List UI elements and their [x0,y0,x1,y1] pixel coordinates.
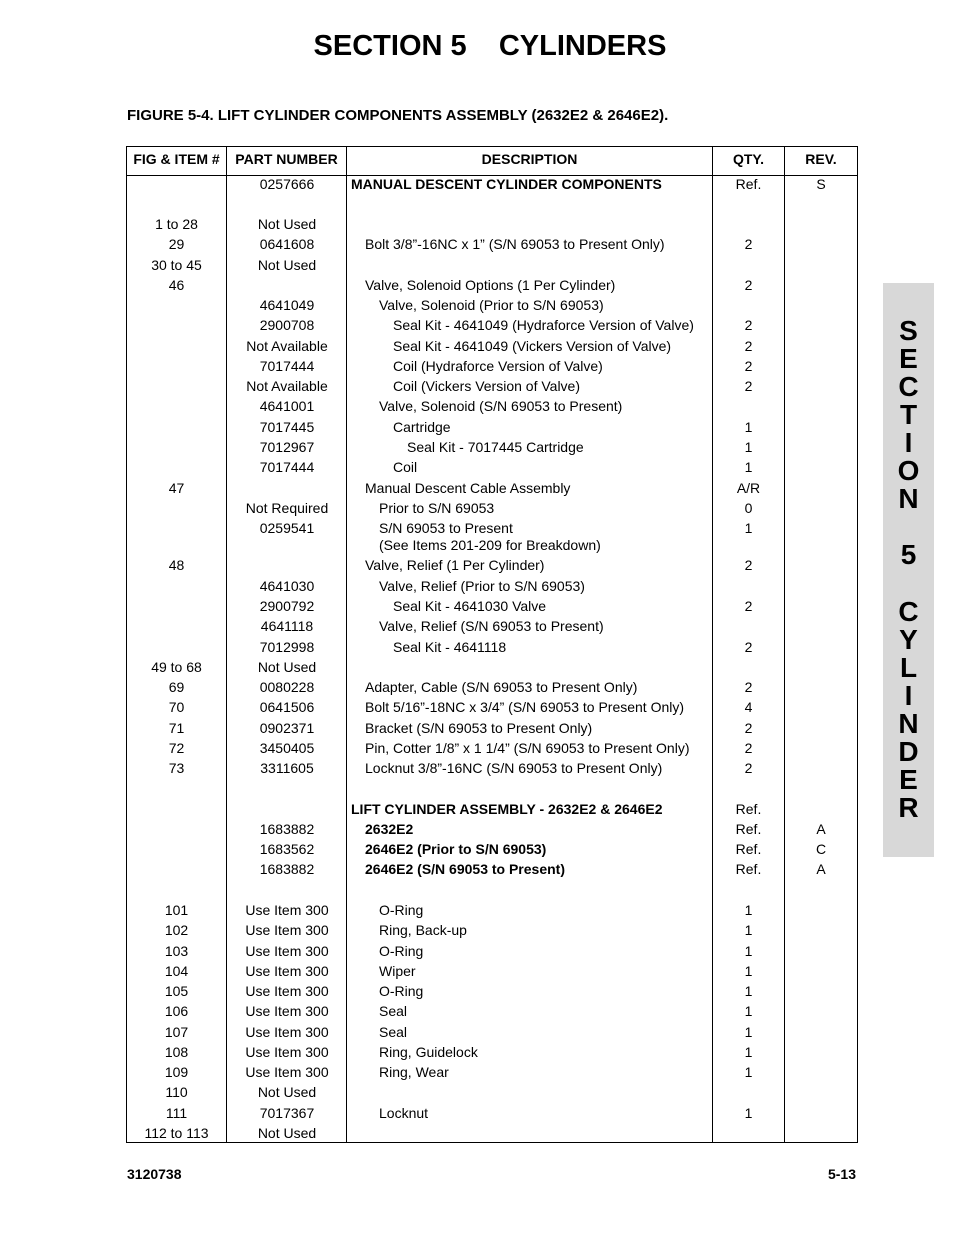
part-number-cell: 0259541 [259,520,315,536]
qty-cell: 2 [744,338,753,354]
rev-cell: S [816,176,826,192]
part-number-cell: Use Item 300 [245,983,329,999]
fig-item-cell: 46 [168,277,185,293]
description-cell: Valve, Relief (1 Per Cylinder) [365,557,545,573]
fig-item-cell: 110 [165,1084,188,1100]
part-number-cell: 3450405 [259,740,315,756]
column-header-fig-item: FIG & ITEM # [133,151,220,167]
section-tab-letter: E [899,343,918,374]
table-row [127,576,857,596]
part-number-cell: Use Item 300 [245,1024,329,1040]
table-row [127,941,857,961]
table-row [127,839,857,859]
table-row [127,255,857,275]
section-tab-letter: T [899,399,918,430]
description-cell: Seal [379,1024,408,1040]
qty-cell: 2 [744,378,753,394]
section-tab-letter: I [904,427,913,458]
description-cell: S/N 69053 to Present [379,520,513,536]
qty-cell: 2 [744,639,753,655]
column-header-rev: REV. [805,151,837,167]
fig-item-cell: 30 to 45 [151,257,202,273]
section-tab-letter: O [897,455,920,486]
table-row [127,981,857,1001]
table-row [127,498,857,518]
qty-cell: 2 [744,277,753,293]
description-cell: Seal Kit - 4641118 [393,639,507,655]
description-cell: O-Ring [379,983,424,999]
fig-item-cell: 47 [168,480,185,496]
description-cell: Valve, Solenoid Options (1 Per Cylinder) [365,277,616,293]
part-number-cell: 7017444 [259,459,315,475]
qty-cell: Ref. [735,821,762,837]
table-row [127,315,857,335]
description-cell: Bolt 3/8”-16NC x 1” (S/N 69053 to Present Only) [365,236,665,252]
table-row [127,478,857,498]
description-cell: Valve, Solenoid (S/N 69053 to Present) [379,398,623,414]
table-row [127,356,857,376]
part-number-cell: 0641608 [259,236,315,252]
part-number-cell: 0902371 [259,720,315,736]
table-row [127,1123,857,1143]
rev-cell: C [815,841,827,857]
description-cell: Seal Kit - 4641030 Valve [393,598,547,614]
description-cell: O-Ring [379,902,424,918]
part-number-cell: 2900792 [259,598,315,614]
qty-cell: Ref. [735,861,762,877]
table-row [127,437,857,457]
fig-item-cell: 101 [164,902,189,918]
part-number-cell: 1683562 [259,841,315,857]
qty-cell: 2 [744,679,753,695]
table-row [127,376,857,396]
description-cell: LIFT CYLINDER ASSEMBLY - 2632E2 & 2646E2 [351,801,663,817]
table-row [127,657,857,677]
table-row [127,758,857,778]
description-cell: O-Ring [379,943,424,959]
qty-cell: 1 [744,902,753,918]
fig-item-cell: 71 [168,720,185,736]
part-number-cell: 0641506 [259,699,315,715]
fig-item-cell: 73 [168,760,185,776]
qty-cell: 1 [744,1105,753,1121]
table-row [127,920,857,940]
section-tab-letter: S [899,315,918,346]
description-cell: Pin, Cotter 1/8” x 1 1/4” (S/N 69053 to Present Only) [365,740,690,756]
fig-item-cell: 108 [164,1044,189,1060]
doc-number: 3120738 [127,1166,182,1182]
description-cell: Valve, Relief (Prior to S/N 69053) [379,578,585,594]
fig-item-cell: 72 [168,740,185,756]
description-cell: Bracket (S/N 69053 to Present Only) [365,720,593,736]
table-row [127,555,857,575]
part-number-cell: 0080228 [259,679,315,695]
part-number-cell: Use Item 300 [245,1044,329,1060]
part-number-cell: Not Used [257,659,317,675]
column-header-part-number: PART NUMBER [235,151,338,167]
part-number-cell: 7017367 [259,1105,315,1121]
qty-cell: 2 [744,557,753,573]
qty-cell: 0 [744,500,753,516]
fig-item-cell: 105 [164,983,189,999]
part-number-cell: 7017444 [259,358,315,374]
qty-cell: 4 [744,699,753,715]
qty-cell: 1 [744,922,753,938]
table-row [127,214,857,234]
part-number-cell: Use Item 300 [245,963,329,979]
qty-cell: 1 [744,520,753,536]
section-tab-letter: 5 [900,539,917,570]
fig-item-cell: 49 to 68 [151,659,202,675]
qty-cell: 2 [744,720,753,736]
table-row [127,900,857,920]
table-row [127,295,857,315]
description-cell: Adapter, Cable (S/N 69053 to Present Only) [365,679,638,695]
fig-item-cell: 69 [168,679,185,695]
description-cell: Valve, Solenoid (Prior to S/N 69053) [379,297,604,313]
qty-cell: 1 [744,983,753,999]
rev-cell: A [816,821,826,837]
part-number-cell: 7012967 [259,439,315,455]
description-cell: 2646E2 (Prior to S/N 69053) [365,841,547,857]
part-number-cell: 4641118 [260,618,314,634]
rev-cell: A [816,861,826,877]
column-header-qty: QTY. [732,151,765,167]
qty-cell: 1 [744,1024,753,1040]
table-row [127,718,857,738]
qty-cell: 1 [744,459,753,475]
qty-cell: Ref. [735,841,762,857]
description-cell: Seal Kit - 4641049 (Hydraforce Version of Valve) [393,317,694,333]
fig-item-cell: 111 [165,1105,188,1121]
table-row [127,677,857,697]
part-number-cell: Use Item 300 [245,922,329,938]
qty-cell: 1 [744,1064,753,1080]
section-tab-letter: R [898,792,919,823]
table-row [127,174,857,194]
fig-item-cell: 70 [168,699,185,715]
section-tab-letter: C [898,596,919,627]
table-row [127,637,857,657]
part-number-cell: 4641049 [259,297,315,313]
section-tab-letter: D [898,736,919,767]
table-row [127,396,857,416]
part-number-cell: 2900708 [259,317,315,333]
section-tab-letter: N [898,483,919,514]
qty-cell: 2 [744,740,753,756]
fig-item-cell: 1 to 28 [155,216,198,232]
table-row [127,535,857,555]
fig-item-cell: 29 [168,236,185,252]
fig-item-cell: 106 [164,1003,189,1019]
part-number-cell: Not Used [257,1125,317,1141]
table-row [127,275,857,295]
page-title: SECTION 5 CYLINDERS [313,30,667,62]
figure-title: FIGURE 5-4. LIFT CYLINDER COMPONENTS ASSEMBLY (2632E2 & 2646E2). [127,107,669,124]
qty-cell: 2 [744,317,753,333]
fig-item-cell: 107 [164,1024,189,1040]
part-number-cell: Not Required [245,500,329,516]
description-cell: Ring, Guidelock [379,1044,478,1060]
section-tab-letter: C [898,371,919,402]
part-number-cell: Use Item 300 [245,902,329,918]
qty-cell: A/R [736,480,761,496]
part-number-cell: 1683882 [259,821,315,837]
table-row [127,596,857,616]
table-row [127,1001,857,1021]
section-tab [883,283,934,857]
table-row [127,1062,857,1082]
part-number-cell: Not Used [257,1084,317,1100]
section-tab-letter: I [904,680,913,711]
section-tab-letter: E [899,764,918,795]
part-number-cell: Not Used [257,216,317,232]
description-cell: Ring, Back-up [379,922,467,938]
table-row [127,1022,857,1042]
table-row [127,819,857,839]
part-number-cell: Not Available [246,338,328,354]
fig-item-cell: 103 [164,943,189,959]
fig-item-cell: 112 to 113 [144,1125,209,1141]
part-number-cell: Not Available [246,378,328,394]
qty-cell: Ref. [735,801,762,817]
description-cell: Ring, Wear [379,1064,449,1080]
fig-item-cell: 109 [164,1064,189,1080]
description-cell: Valve, Relief (S/N 69053 to Present) [379,618,604,634]
description-cell: Locknut 3/8”-16NC (S/N 69053 to Present Only) [365,760,663,776]
table-row [127,697,857,717]
table-header [127,147,857,176]
qty-cell: 2 [744,236,753,252]
section-tab-letter: Y [899,624,918,655]
part-number-cell: Use Item 300 [245,1064,329,1080]
part-number-cell: 4641001 [259,398,315,414]
description-cell: Prior to S/N 69053 [379,500,495,516]
fig-item-cell: 102 [164,922,189,938]
fig-item-cell: 104 [164,963,189,979]
table-row [127,961,857,981]
section-tab-letter: L [899,652,918,683]
table-row [127,1042,857,1062]
table-row [127,738,857,758]
description-cell: MANUAL DESCENT CYLINDER COMPONENTS [351,176,662,192]
description-cell: Seal Kit - 4641049 (Vickers Version of Valve) [393,338,672,354]
qty-cell: 1 [744,419,753,435]
table-row [127,457,857,477]
table-row [127,1082,857,1102]
qty-cell: 1 [744,943,753,959]
section-tab-letter: N [898,708,919,739]
description-cell: (See Items 201-209 for Breakdown) [379,537,601,553]
fig-item-cell: 48 [168,557,185,573]
qty-cell: 1 [744,1044,753,1060]
description-cell: Manual Descent Cable Assembly [365,480,571,496]
part-number-cell: 3311605 [260,760,314,776]
qty-cell: Ref. [735,176,762,192]
table-row [127,799,857,819]
description-cell: Coil [393,459,418,475]
qty-cell: 1 [744,1003,753,1019]
part-number-cell: 7017445 [259,419,315,435]
table-row [127,616,857,636]
table-row [127,417,857,437]
part-number-cell: Use Item 300 [245,943,329,959]
description-cell: Locknut [379,1105,429,1121]
description-cell: Bolt 5/16”-18NC x 3/4” (S/N 69053 to Present Only) [365,699,685,715]
qty-cell: 2 [744,358,753,374]
part-number-cell: 4641030 [259,578,315,594]
column-header-description: DESCRIPTION [481,151,578,167]
description-cell: 2646E2 (S/N 69053 to Present) [365,861,565,877]
table-row [127,234,857,254]
part-number-cell: Use Item 300 [245,1003,329,1019]
part-number-cell: 1683882 [259,861,315,877]
table-row [127,859,857,879]
part-number-cell: 7012998 [259,639,315,655]
description-cell: 2632E2 [365,821,414,837]
description-cell: Wiper [379,963,416,979]
qty-cell: 2 [744,598,753,614]
description-cell: Coil (Vickers Version of Valve) [393,378,580,394]
part-number-cell: 0257666 [259,176,315,192]
description-cell: Seal [379,1003,408,1019]
qty-cell: 1 [744,963,753,979]
parts-table [126,146,858,1143]
part-number-cell: Not Used [257,257,317,273]
page-number: 5-13 [827,1166,856,1182]
description-cell: Coil (Hydraforce Version of Valve) [393,358,603,374]
qty-cell: 2 [744,760,753,776]
qty-cell: 1 [744,439,753,455]
table-row [127,336,857,356]
description-cell: Seal Kit - 7017445 Cartridge [407,439,584,455]
description-cell: Cartridge [393,419,451,435]
table-row [127,1103,857,1123]
